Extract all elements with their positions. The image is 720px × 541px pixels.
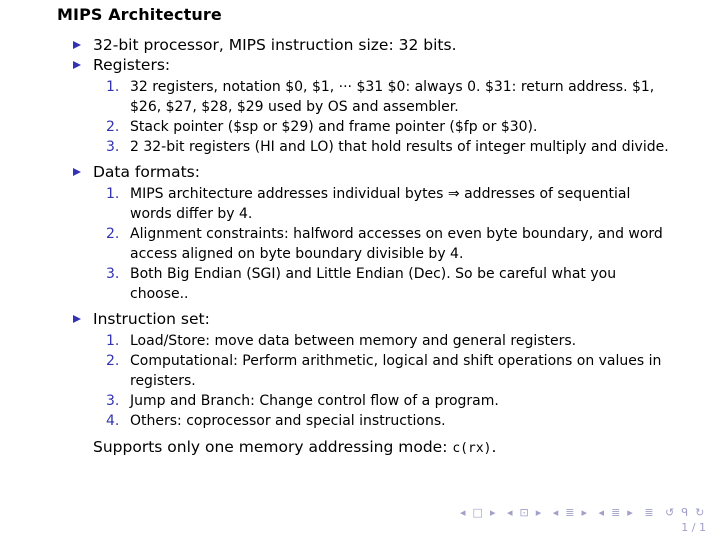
bullet-triangle-icon <box>73 61 81 69</box>
item-number: 3. <box>106 266 120 282</box>
item-number: 4. <box>106 413 120 429</box>
item-text: Load/Store: move data between memory and general registers. <box>130 333 577 349</box>
item-text: 2 32-bit registers (HI and LO) that hold results of integer multiply and divide. <box>130 139 669 155</box>
nav-next-section-icon[interactable]: ▸ <box>581 506 589 519</box>
item-number: 3. <box>106 139 120 155</box>
note-code: c(rx) <box>452 441 492 456</box>
nav-search-icon[interactable]: ᑫ <box>681 506 690 519</box>
item-text: Jump and Branch: Change control flow of a program. <box>130 393 499 409</box>
nav-frame-icon[interactable]: □ <box>472 506 484 519</box>
item-text: MIPS architecture addresses individual bytes ⇒ addresses of sequential words differ by 4. <box>130 186 631 222</box>
instruction-set-list <box>0 331 720 431</box>
bullet-text: Registers: <box>93 56 171 74</box>
nav-prev-section-icon[interactable]: ◂ <box>552 506 560 519</box>
list-item <box>0 184 720 224</box>
bullet-data-formats <box>0 162 720 182</box>
item-number: 1. <box>106 79 120 95</box>
bullet-text: Data formats: <box>93 163 200 181</box>
list-item <box>0 411 720 431</box>
slide-content <box>0 35 720 459</box>
nav-align-icon[interactable]: ≣ <box>644 506 655 519</box>
slide-title: MIPS Architecture <box>57 5 222 24</box>
nav-prev-subsection-icon[interactable]: ◂ <box>506 506 514 519</box>
list-item <box>0 117 720 137</box>
item-number: 2. <box>106 119 120 135</box>
nav-forward-icon[interactable]: ↻ <box>695 506 706 519</box>
item-text: Others: coprocessor and special instructions. <box>130 413 446 429</box>
nav-back-icon[interactable]: ↺ <box>665 506 676 519</box>
nav-next-subsection-icon[interactable]: ▸ <box>535 506 543 519</box>
note-text: Supports only one memory addressing mode: <box>93 438 448 456</box>
item-number: 2. <box>106 226 120 242</box>
list-item <box>0 77 720 117</box>
bullet-instruction-set <box>0 309 720 329</box>
registers-list <box>0 77 720 157</box>
list-item <box>0 331 720 351</box>
item-text: Both Big Endian (SGI) and Little Endian (Dec). So be careful what you choose.. <box>130 266 617 302</box>
bullet-text: Instruction set: <box>93 310 210 328</box>
nav-subsection-icon[interactable]: ⊡ <box>519 506 530 519</box>
item-text: Computational: Perform arithmetic, logical and shift operations on values in registers. <box>130 353 662 389</box>
list-item <box>0 351 720 391</box>
bullet-triangle-icon <box>73 168 81 176</box>
nav-section-icon[interactable]: ≣ <box>565 506 576 519</box>
beamer-navigation-bar <box>460 506 711 519</box>
list-item <box>0 224 720 264</box>
item-number: 1. <box>106 333 120 349</box>
addressing-mode-note <box>0 437 720 459</box>
bullet-registers <box>0 55 720 75</box>
list-item <box>0 264 720 304</box>
item-text: Alignment constraints: halfword accesses on even byte boundary, and word access aligned on byte boundary divisible by 4. <box>130 226 663 262</box>
page-number: 1 / 1 <box>681 521 706 534</box>
nav-next-slide-icon[interactable]: ▸ <box>627 506 634 519</box>
note-suffix: . <box>491 438 497 456</box>
item-number: 3. <box>106 393 120 409</box>
item-number: 1. <box>106 186 120 202</box>
bullet-processor <box>0 35 720 55</box>
nav-slide-icon[interactable]: ≣ <box>611 506 622 519</box>
item-text: 32 registers, notation $0, $1, ··· $31 $0: always 0. $31: return address. $1, $26, $27, $28, $29 used by OS and assembler. <box>130 79 655 115</box>
bullet-text: 32-bit processor, MIPS instruction size: 32 bits. <box>93 36 457 54</box>
item-number: 2. <box>106 353 120 369</box>
data-formats-list <box>0 184 720 304</box>
nav-prev-slide-icon[interactable]: ◂ <box>598 506 606 519</box>
list-item <box>0 137 720 157</box>
bullet-triangle-icon <box>73 41 81 49</box>
nav-next-frame-icon[interactable]: ▸ <box>489 506 497 519</box>
item-text: Stack pointer ($sp or $29) and frame pointer ($fp or $30). <box>130 119 538 135</box>
list-item <box>0 391 720 411</box>
bullet-triangle-icon <box>73 315 81 323</box>
nav-prev-frame-icon[interactable]: ◂ <box>460 506 467 519</box>
